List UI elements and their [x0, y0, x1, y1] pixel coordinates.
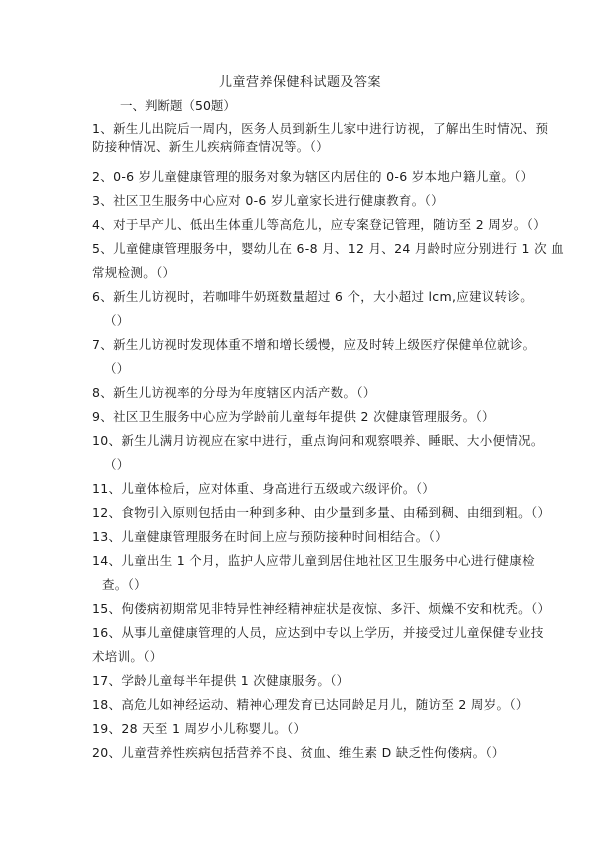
question-number: 11、 [92, 481, 122, 496]
question-text: 新生儿访视率的分母为年度辖区内活产数。（） [113, 385, 376, 400]
question-text-cont: 常规检测。（） [92, 265, 176, 280]
question-item [92, 192, 522, 210]
question-item [92, 120, 549, 156]
question-text-cont: 查。（） [102, 577, 147, 592]
question-text: 儿童营养性疾病包括营养不良、贫血、维生素 D 缺乏性佝偻病。（） [121, 745, 505, 760]
question-item [92, 744, 522, 762]
question-text-cont: 术培训。（） [92, 649, 163, 664]
question-text-cont: （） [104, 361, 130, 376]
question-text: 新生儿访视时，若咖啡牛奶斑数量超过 6 个，大小超过 lcm,应建议转诊。 [113, 289, 534, 304]
question-item [92, 528, 522, 546]
question-item [92, 168, 534, 186]
question-item [92, 696, 529, 714]
question-text: 新生儿访视时发现体重不增和增长缓慢，应及时转上级医疗保健单位就诊。 [113, 337, 536, 352]
question-text: 食物引入原则包括由一种到多种、由少量到多量、由稀到稠、由细到粗。（） [121, 505, 551, 520]
question-number: 18、 [92, 697, 122, 712]
question-text: 0-6 岁儿童健康管理的服务对象为辖区内居住的 0-6 岁本地户籍儿童。（） [113, 169, 534, 184]
question-number: 6、 [92, 289, 114, 304]
question-number: 9、 [92, 409, 114, 424]
page-title: 儿童营养保健科试题及答案 [218, 75, 381, 90]
question-item [92, 672, 522, 690]
question-item [92, 288, 534, 330]
question-number: 12、 [92, 505, 122, 520]
question-item [92, 552, 535, 594]
question-text: 28 天至 1 周岁小儿称婴儿。（） [121, 721, 307, 736]
question-text: 新生儿出院后一周内，医务人员到新生儿家中进行访视，了解出生时情况、预 [113, 121, 549, 136]
question-item [92, 720, 522, 738]
question-number: 15、 [92, 601, 122, 616]
question-number: 19、 [92, 721, 122, 736]
question-number: 3、 [92, 193, 114, 208]
question-number: 8、 [92, 385, 114, 400]
question-text: 社区卫生服务中心应对 0-6 岁儿童家长进行健康教育。（） [113, 193, 444, 208]
question-item [92, 480, 522, 498]
question-text: 社区卫生服务中心应为学龄前儿童每年提供 2 次健康管理服务。（） [113, 409, 495, 424]
question-text: 儿童体检后，应对体重、身高进行五级或六级评价。（） [121, 481, 436, 496]
question-text: 对于早产儿、低出生体重儿等高危儿，应专案登记管理，随访至 2 周岁。（） [113, 217, 547, 232]
question-text: 佝偻病初期常见非特异性神经精神症状是夜惊、多汗、烦燥不安和枕秃。（） [121, 601, 551, 616]
question-item [92, 384, 522, 402]
question-number: 7、 [92, 337, 114, 352]
question-text: 儿童健康管理服务在时间上应与预防接种时间相结合。（） [121, 529, 448, 544]
question-text: 学龄儿童每半年提供 1 次健康服务。（） [121, 673, 350, 688]
question-number: 17、 [92, 673, 122, 688]
question-text: 儿童出生 1 个月，监护人应带儿童到居住地社区卫生服务中心进行健康检 [121, 553, 535, 568]
question-number: 16、 [92, 625, 122, 640]
question-item [92, 336, 536, 378]
question-number: 2、 [92, 169, 114, 184]
question-item [92, 240, 564, 282]
question-item [92, 624, 544, 666]
question-text: 高危儿如神经运动、精神心理发育已达同龄足月儿，随访至 2 周岁。（） [121, 697, 529, 712]
question-text-cont: （） [104, 313, 130, 328]
question-item [92, 408, 522, 426]
question-number: 20、 [92, 745, 122, 760]
question-text: 儿童健康管理服务中，婴幼儿在 6-8 月、12 月、24 月龄时应分别进行 1 次 血 [113, 241, 564, 256]
question-number: 10、 [92, 433, 122, 448]
question-item [92, 432, 544, 474]
question-text-cont: 防接种情况、新生儿疾病筛查情况等。（） [92, 139, 329, 154]
question-text: 从事儿童健康管理的人员，应达到中专以上学历，并接受过儿童保健专业技 [121, 625, 544, 640]
question-item [92, 600, 551, 618]
section-heading: 一、判断题（50题） [120, 98, 236, 113]
question-item [92, 216, 547, 234]
question-number: 13、 [92, 529, 122, 544]
question-number: 1、 [92, 121, 114, 136]
question-text: 新生儿满月访视应在家中进行，重点询问和观察喂养、睡眠、大小便情况。 [121, 433, 544, 448]
question-number: 4、 [92, 217, 114, 232]
question-number: 5、 [92, 241, 114, 256]
question-number: 14、 [92, 553, 122, 568]
question-item [92, 504, 551, 522]
question-text-cont: （） [104, 457, 130, 472]
